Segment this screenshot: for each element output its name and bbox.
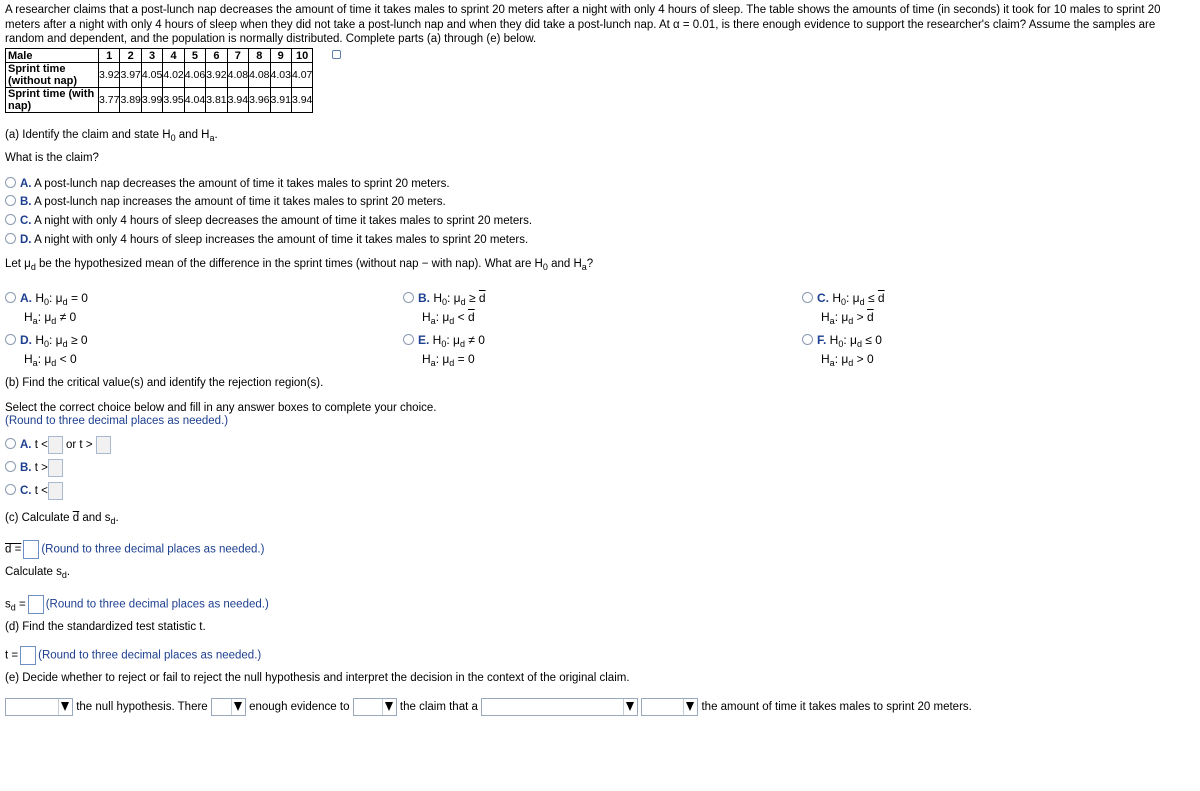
problem-statement: A researcher claims that a post-lunch nap decreases the amount of time it takes males to sprint 20 meters after a night with only 4 hours of sleep. The table shows the amounts of time (in seconds) it took for 10 males to sprint 20 meters after a night with only 4 hours of sleep when they did not take a post-lunch nap and when they did take a post-lunch nap. At α = 0.01, is there enough evidence to support the researcher's claim? Assume the samples are random and dependent, and the population is normally distributed. Complete parts (a) through (e) below. xyxy=(5,4,1161,45)
radio-button[interactable] xyxy=(5,214,16,225)
table-cell: 3.92 xyxy=(206,63,227,88)
part-b-round-note: (Round to three decimal places as needed.) xyxy=(5,415,229,427)
table-cell: 3.91 xyxy=(270,88,291,113)
claim-option-d[interactable]: D. A night with only 4 hours of sleep increases the amount of time it takes males to sprint 20 meters. xyxy=(5,233,528,246)
table-header-row xyxy=(6,49,313,63)
column-header: 2 xyxy=(120,49,141,63)
radio-button[interactable] xyxy=(5,334,16,345)
radio-button[interactable] xyxy=(5,484,16,495)
table-cell: 4.02 xyxy=(163,63,184,88)
radio-button[interactable] xyxy=(802,292,813,303)
sprint-data-table xyxy=(5,48,313,113)
chevron-down-icon xyxy=(234,702,242,711)
hypothesis-option-b[interactable]: B. $H_0$: $\mu_d \ge \overline{d}$ $H_a$: $\mu_d < \overline{d}$ xyxy=(403,291,486,329)
effect-dropdown[interactable] xyxy=(641,698,698,716)
hypothesis-option-d[interactable]: D. $H_0$: $\mu_d \ge 0$ $H_a$: $\mu_d < 0$ xyxy=(5,333,88,371)
table-cell: 3.94 xyxy=(227,88,248,113)
claim-option-a[interactable]: A. A post-lunch nap decreases the amount of time it takes males to sprint 20 meters. xyxy=(5,177,450,190)
column-header: 9 xyxy=(270,49,291,63)
column-header: 5 xyxy=(184,49,205,63)
radio-button[interactable] xyxy=(403,292,414,303)
hypothesis-option-f[interactable]: F. $H_0$: $\mu_d \le 0$ $H_a$: $\mu_d > 0$ xyxy=(802,333,882,371)
hypothesis-option-e[interactable]: E. $H_0$: $\mu_d \ne 0$ $H_a$: $\mu_d = 0$ xyxy=(403,333,485,371)
radio-button[interactable] xyxy=(5,461,16,472)
conclusion-row: the null hypothesis. There enough evidence to the claim that a the amount of time it takes males to sprint 20 meters. xyxy=(5,698,972,716)
radio-button[interactable] xyxy=(5,233,16,244)
t-row: t = (Round to three decimal places as needed.) xyxy=(5,646,261,665)
table-cell: 3.89 xyxy=(120,88,141,113)
table-cell: 4.08 xyxy=(249,63,270,88)
table-row xyxy=(6,63,313,88)
reject-dropdown[interactable] xyxy=(5,698,73,716)
radio-button[interactable] xyxy=(5,292,16,303)
table-cell: 4.07 xyxy=(291,63,312,88)
table-cell: 4.04 xyxy=(184,88,205,113)
column-header: 10 xyxy=(291,49,312,63)
hypothesis-question: Let $\mu_d$ be the hypothesized mean of the difference in the sprint times (without nap − with nap). What are $H_0$ and $H_a$? xyxy=(5,258,594,272)
table-cell: 4.08 xyxy=(227,63,248,88)
critical-value-upper-input[interactable] xyxy=(96,436,111,454)
t-statistic-input[interactable] xyxy=(20,646,36,665)
radio-button[interactable] xyxy=(5,438,16,449)
column-header: 6 xyxy=(206,49,227,63)
critical-option-c[interactable]: C. t < xyxy=(5,482,63,500)
claim-subject-dropdown[interactable] xyxy=(481,698,638,716)
chevron-down-icon xyxy=(626,702,634,711)
critical-value-lower-input[interactable] xyxy=(48,436,63,454)
column-header: 3 xyxy=(141,49,162,63)
part-d-heading: (d) Find the standardized test statistic t. xyxy=(5,621,206,633)
chevron-down-icon xyxy=(61,702,69,711)
table-cell: 3.99 xyxy=(141,88,162,113)
claim-option-c[interactable]: C. A night with only 4 hours of sleep decreases the amount of time it takes males to sprint 20 meters. xyxy=(5,214,532,227)
dbar-label: d = xyxy=(5,543,22,556)
row-label: Sprint time (with nap) xyxy=(6,88,99,113)
part-c-heading: (c) Calculate $\overline{d}$ and $s_d$. xyxy=(5,512,119,526)
hypothesis-option-c[interactable]: C. $H_0$: $\mu_d \le \overline{d}$ $H_a$: $\mu_d > \overline{d}$ xyxy=(802,291,885,329)
radio-button[interactable] xyxy=(5,195,16,206)
is-isnot-dropdown[interactable] xyxy=(211,698,246,716)
part-b-instruction: Select the correct choice below and fill in any answer boxes to complete your choice. xyxy=(5,402,437,414)
copy-table-icon[interactable] xyxy=(332,50,341,59)
column-header: 8 xyxy=(249,49,270,63)
column-header: 1 xyxy=(99,49,120,63)
table-cell: 4.06 xyxy=(184,63,205,88)
part-b-heading: (b) Find the critical value(s) and identify the rejection region(s). xyxy=(5,377,324,389)
critical-value-right-input[interactable] xyxy=(48,459,63,477)
table-cell: 3.81 xyxy=(206,88,227,113)
column-header: 4 xyxy=(163,49,184,63)
hypothesis-option-a[interactable]: A. $H_0$: $\mu_d = 0$ $H_a$: $\mu_d \ne 0$ xyxy=(5,291,88,329)
table-cell: 3.92 xyxy=(99,63,120,88)
table-cell: 3.95 xyxy=(163,88,184,113)
sd-input[interactable] xyxy=(28,595,44,614)
radio-button[interactable] xyxy=(5,177,16,188)
radio-button[interactable] xyxy=(403,334,414,345)
table-row xyxy=(6,88,313,113)
part-e-heading: (e) Decide whether to reject or fail to reject the null hypothesis and interpret the decision in the context of the original claim. xyxy=(5,672,630,684)
sd-row: $s_d$ = (Round to three decimal places as needed.) xyxy=(5,595,269,614)
part-a-heading: (a) Identify the claim and state $H_0$ and $H_a$. xyxy=(5,129,218,143)
radio-button[interactable] xyxy=(802,334,813,345)
table-cell: 4.03 xyxy=(270,63,291,88)
support-reject-dropdown[interactable] xyxy=(353,698,397,716)
chevron-down-icon xyxy=(686,702,694,711)
critical-option-b[interactable]: B. t > xyxy=(5,459,63,477)
chevron-down-icon xyxy=(385,702,393,711)
table-cell: 3.97 xyxy=(120,63,141,88)
claim-question: What is the claim? xyxy=(5,152,99,164)
claim-option-b[interactable]: B. A post-lunch nap increases the amount of time it takes males to sprint 20 meters. xyxy=(5,195,446,208)
row-label: Sprint time (without nap) xyxy=(6,63,99,88)
table-cell: 4.05 xyxy=(141,63,162,88)
dbar-input[interactable] xyxy=(23,540,39,559)
calc-sd-text: Calculate $s_d$. xyxy=(5,566,71,580)
table-cell: 3.96 xyxy=(249,88,270,113)
critical-value-left-input[interactable] xyxy=(48,482,63,500)
table-cell: 3.77 xyxy=(99,88,120,113)
table-header-label: Male xyxy=(6,49,99,63)
column-header: 7 xyxy=(227,49,248,63)
critical-option-a[interactable]: A. t < or t > xyxy=(5,436,111,454)
dbar-row: d = (Round to three decimal places as needed.) xyxy=(5,540,264,559)
table-cell: 3.94 xyxy=(291,88,312,113)
